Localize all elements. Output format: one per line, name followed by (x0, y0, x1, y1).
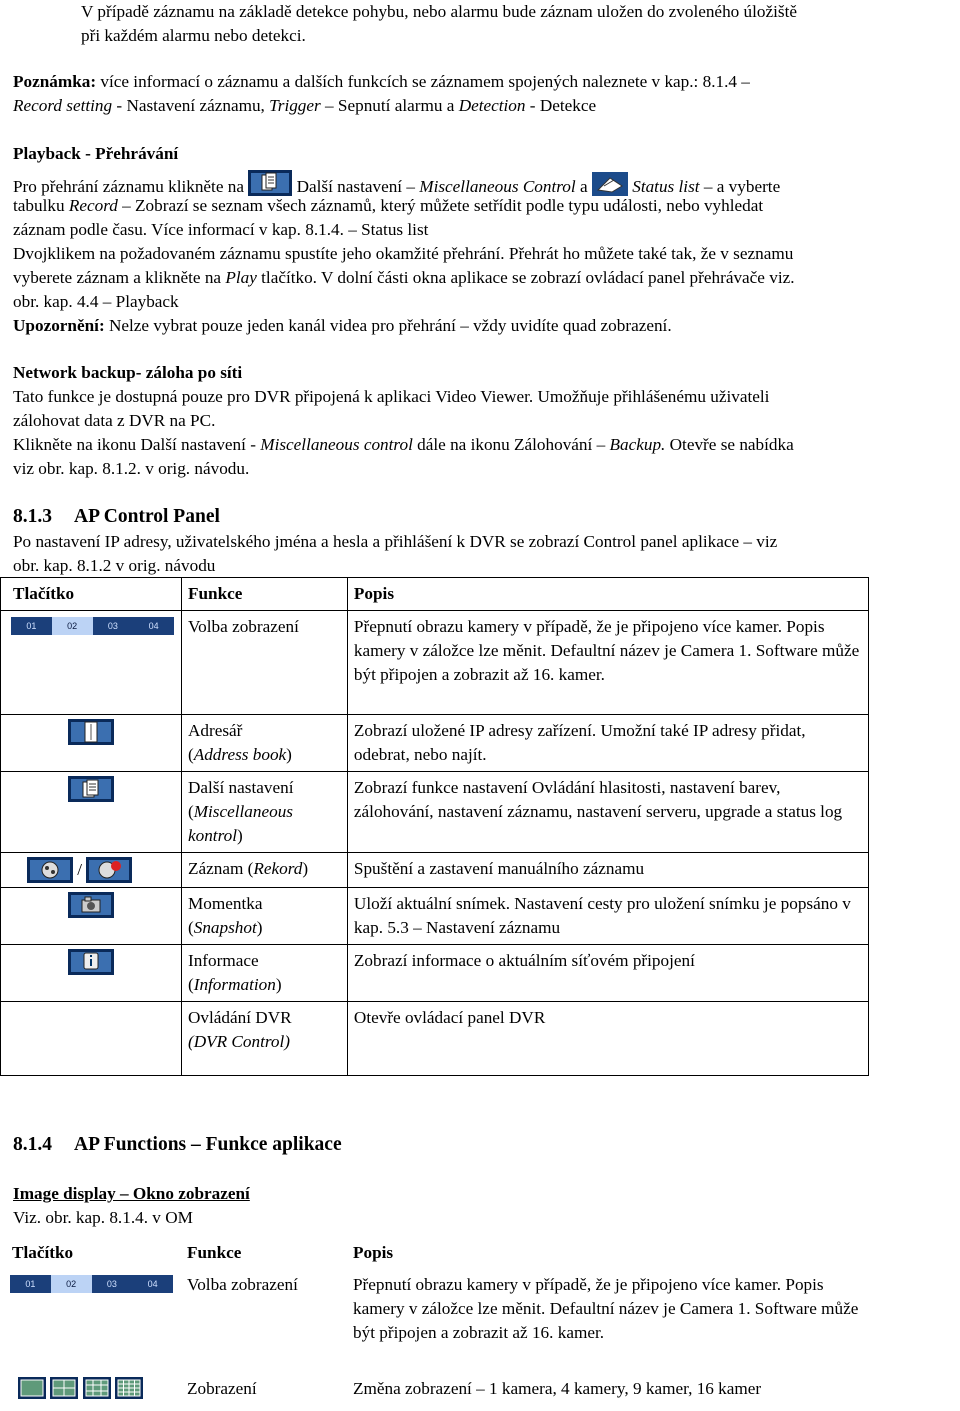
channel-button-01[interactable]: 01 (25, 1279, 36, 1289)
backup-paragraph: zálohovat data z DVR na PC. (13, 411, 216, 430)
intro-line: při každém alarmu nebo detekci. (81, 26, 306, 45)
channel-button-03[interactable]: 03 (106, 1279, 117, 1289)
miscellaneous-control-icon[interactable] (68, 776, 114, 802)
table-row: Ovládání DVR (DVR Control) Otevře ovládací panel DVR (1, 1002, 869, 1076)
layout-4-icon[interactable] (50, 1377, 78, 1399)
layout-9-icon[interactable] (83, 1377, 111, 1399)
table-row: Momentka (Snapshot) Uloží aktuální snímek. Nastavení cesty pro uložení snímku je popsáno v kap. 5.3 – Nastavení záznamu (1, 888, 869, 945)
warning-paragraph: Upozornění: Nelze vybrat pouze jeden kanál videa pro přehrání – vždy uvidíte quad zobrazení. (13, 316, 672, 335)
playback-paragraph: Dvojklikem na požadovaném záznamu spustíte jeho okamžité přehrání. Přehrát ho můžete také tak, že v seznamu (13, 244, 794, 263)
channel-button-01[interactable]: 01 (26, 621, 37, 631)
section-paragraph: obr. kap. 8.1.2 v orig. návodu (13, 556, 216, 575)
record-stop-icon[interactable] (86, 857, 132, 883)
note-paragraph: Poznámka: více informací o záznamu a dalších funkcích se záznamem spojených naleznete v kap.: 8.1.4 – (13, 72, 750, 91)
layout-1-icon[interactable] (18, 1377, 46, 1399)
channel-button-04[interactable]: 04 (148, 621, 159, 631)
channel-select-buttons[interactable] (10, 1275, 173, 1293)
status-list-icon (592, 172, 628, 196)
playback-paragraph: tabulku Record – Zobrazí se seznam všech záznamů, který můžete setřídit podle typu události, nebo vyhledat (13, 196, 764, 215)
subsection-heading: Image display – Okno zobrazení (13, 1184, 250, 1203)
section-paragraph: Po nastavení IP adresy, uživatelského jména a hesla a přihlášení k DVR se zobrazí Control panel aplikace – viz (13, 532, 778, 551)
layout-16-icon[interactable] (115, 1377, 143, 1399)
backup-paragraph: Tato funkce je dostupná pouze pro DVR připojená k aplikaci Video Viewer. Umožňuje přihlášenému uživateli (13, 387, 770, 406)
channel-button-04[interactable]: 04 (147, 1279, 158, 1289)
channel-select-buttons[interactable] (11, 617, 174, 635)
miscellaneous-control-icon (248, 170, 292, 196)
record-start-icon[interactable] (27, 857, 73, 883)
snapshot-icon[interactable] (68, 892, 114, 918)
backup-heading: Network backup- záloha po síti (13, 363, 243, 382)
image-display-table (0, 1237, 869, 1410)
backup-paragraph: Klikněte na ikonu Další nastavení - Miscellaneous control dále na ikonu Zálohování – Backup. Otevře se nabídka (13, 435, 794, 454)
intro-line: V případě záznamu na základě detekce pohybu, nebo alarmu bude záznam uložen do zvoleného úložiště (81, 2, 798, 21)
section-heading-814: 8.1.4 AP Functions – Funkce aplikace (13, 1134, 342, 1155)
subsection-reference: Viz. obr. kap. 8.1.4. v OM (13, 1208, 193, 1227)
table-row: Informace (Information) Zobrazí informace o aktuálním síťovém připojení (1, 945, 869, 1002)
table-row: Další nastavení (Miscellaneous kontrol) Zobrazí funkce nastavení Ovládání hlasitosti, nastavení barev, zálohování, nastavení záznamu, nastavení serveru, upgrade a status log (1, 772, 869, 853)
channel-button-02[interactable]: 02 (52, 617, 93, 635)
information-icon[interactable] (68, 949, 114, 975)
table-row: / Záznam (Rekord) Spuštění a zastavení manuálního záznamu (1, 853, 869, 888)
table-row: 01 02 03 04 Volba zobrazení Přepnutí obrazu kamery v případě, že je připojeno více kamer. Popis kamery v záložce lze měnit. Defaultní název je Camera 1. Software může být připojen a zobrazit až 16. kamer. (0, 1269, 869, 1373)
address-book-icon[interactable] (68, 719, 114, 745)
section-heading-813: 8.1.3 AP Control Panel (13, 506, 220, 527)
playback-paragraph: obr. kap. 4.4 – Playback (13, 292, 179, 311)
control-panel-table (0, 577, 869, 1076)
table-row: Adresář (Address book) Zobrazí uložené IP adresy zařízení. Umožní také IP adresy přidat, odebrat, nebo najít. (1, 715, 869, 772)
playback-paragraph: záznam podle času. Více informací v kap. 8.1.4. – Status list (13, 220, 429, 239)
table-row: Zobrazení Změna zobrazení – 1 kamera, 4 kamery, 9 kamer, 16 kamer (0, 1373, 869, 1410)
playback-paragraph: Pro přehrání záznamu klikněte na Další nastavení – Miscellaneous Control a Status list – a vyberte (13, 170, 780, 199)
playback-heading: Playback - Přehrávání (13, 144, 179, 163)
playback-paragraph: vyberete záznam a klikněte na Play tlačítko. V dolní části okna aplikace se zobrazí ovládací panel přehrávače viz. (13, 268, 795, 287)
note-paragraph-2: Record setting - Nastavení záznamu, Trigger – Sepnutí alarmu a Detection - Detekce (13, 96, 597, 115)
channel-button-02[interactable]: 02 (51, 1275, 92, 1293)
table-header-row: Tlačítko Funkce Popis (1, 578, 869, 611)
channel-button-03[interactable]: 03 (107, 621, 118, 631)
table-header-row: Tlačítko Funkce Popis (12, 1243, 394, 1262)
backup-paragraph: viz obr. kap. 8.1.2. v orig. návodu. (13, 459, 250, 478)
table-row: 01 02 03 04 Volba zobrazení Přepnutí obrazu kamery v případě, že je připojeno více kamer. Popis kamery v záložce lze měnit. Defaultní název je Camera 1. Software může být připojen a zobrazit až 16. kamer. (1, 611, 869, 715)
note-label: Poznámka: (13, 72, 97, 91)
